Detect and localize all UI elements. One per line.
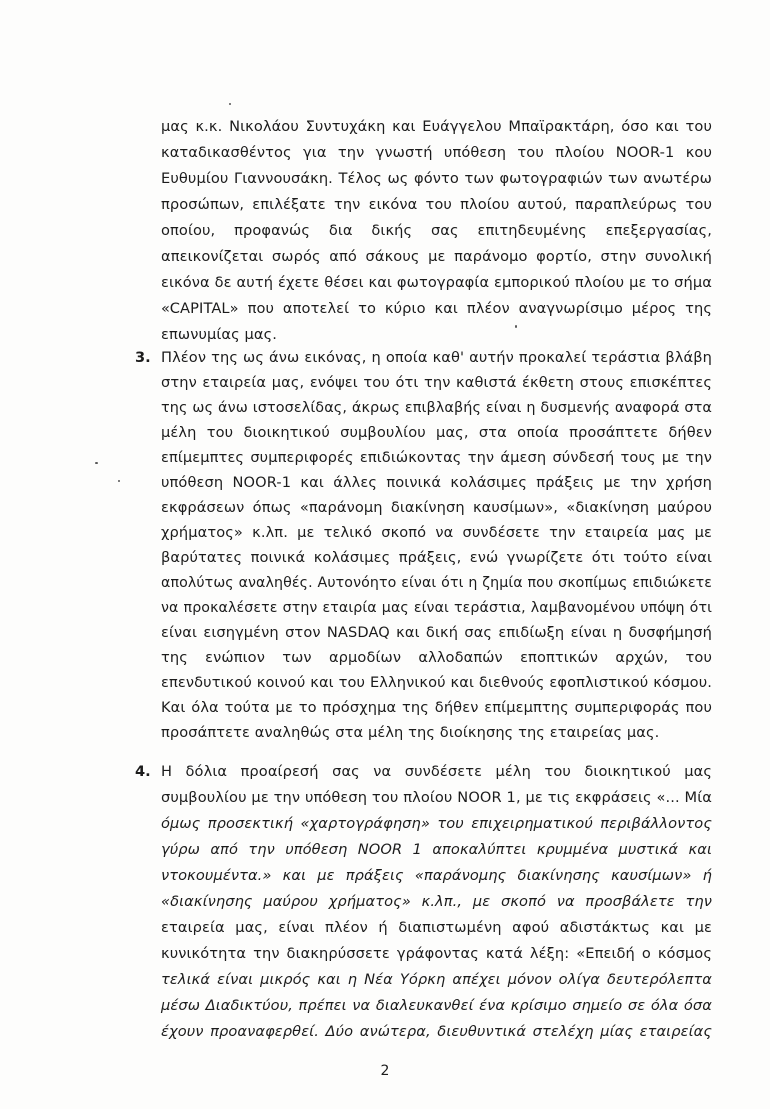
text-line: επωνυμίας μας. — [161, 326, 278, 343]
text-line: στην εταιρεία μας, ενόψει του ότι την καθιστά έκθετη στους επισκέπτες — [161, 374, 712, 391]
text-line: τελικά είναι μικρός και η Νέα Υόρκη απέχει μόνον ολίγα δευτερόλεπτα — [161, 971, 712, 988]
text-line: καταδικασθέντος για την γνωστή υπόθεση του πλοίου NOOR-1 κου — [161, 144, 712, 161]
text-line: εικόνα δε αυτή έχετε θέσει και φωτογραφία εμπορικού πλοίου με το σήμα — [161, 274, 712, 291]
text-line: επίμεμπτες συμπεριφορές επιδιώκοντας την άμεση σύνδεσή τους με την — [161, 449, 712, 466]
text-line: εταιρεία μας, είναι πλέον ή διαπιστωμένη αφού αδιστάκτως και με — [161, 919, 712, 936]
text-line: έχουν προαναφερθεί. Δύο ανώτερα, διευθυντικά στελέχη μίας εταιρείας — [161, 1023, 712, 1040]
text-line: «διακίνησης μαύρου χρήματος» κ.λπ., με σκοπό να προσβάλετε την — [161, 893, 712, 910]
page-number: 2 — [380, 1063, 390, 1079]
scan-speck — [118, 480, 120, 482]
paragraph-number: 3. — [135, 349, 151, 366]
text-line: οποίου, προφανώς δια δικής σας επιτηδευμένης επεξεργασίας, — [161, 222, 712, 239]
text-line: επενδυτικού κοινού και του Ελληνικού και διεθνούς εφοπλιστικού κόσμου. — [161, 674, 712, 691]
text-line: μέλη του διοικητικού συμβουλίου μας, στα οποία προσάπτετε δήθεν — [161, 424, 712, 441]
scan-speck — [95, 462, 98, 464]
text-line: κυνικότητα την διακηρύσσετε γράφοντας κατά λέξη: «Επειδή ο κόσμος — [161, 945, 712, 962]
text-line: απολύτως αναληθές. Αυτονόητο είναι ότι η ζημία που σκοπίμως επιδιώκετε — [161, 575, 712, 591]
text-line: της ενώπιον των αρμοδίων αλλοδαπών εποπτικών αρχών, του — [161, 649, 712, 666]
text-line: «CAPITAL» που αποτελεί το κύριο και πλέον αναγνωρίσιμο μέρος της — [161, 300, 712, 317]
text-line: Και όλα τούτα με το πρόσχημα της δήθεν επίμεμπτης συμπεριφοράς που — [161, 699, 712, 716]
text-line: γύρω από την υπόθεση NOOR 1 αποκαλύπτει κρυμμένα μυστικά και — [161, 841, 712, 858]
text-line: υπόθεση NOOR-1 και άλλες ποινικά κολάσιμες πράξεις με την χρήση — [161, 474, 712, 491]
text-line: Πλέον της ως άνω εικόνας, η οποία καθ' αυτήν προκαλεί τεράστια βλάβη — [161, 349, 712, 366]
text-line: εκφράσεων όπως «παράνομη διακίνηση καυσίμων», «διακίνηση μαύρου — [161, 499, 712, 516]
text-line: μας κ.κ. Νικολάου Συντυχάκη και Ευάγγελου Μπαϊρακτάρη, όσο και του — [161, 118, 712, 135]
text-line: βαρύτατες ποινικά κολάσιμες πράξεις, ενώ γνωρίζετε ότι τούτο είναι — [161, 549, 712, 566]
text-line: προσώπων, επιλέξατε την εικόνα του πλοίου αυτού, παραπλεύρως του — [161, 196, 712, 213]
text-line: να προκαλέσετε στην εταιρία μας είναι τεράστια, λαμβανομένου υπόψη ότι — [161, 600, 712, 616]
text-line: όμως προσεκτική «χαρτογράφηση» του επιχειρηματικού περιβάλλοντος — [161, 815, 712, 832]
text-line: Ευθυμίου Γιαννουσάκη. Τέλος ως φόντο των φωτογραφιών των ανωτέρω — [161, 170, 712, 187]
text-line: Η δόλια προαίρεσή σας να συνδέσετε μέλη του διοικητικού μας — [161, 763, 712, 780]
text-line: μέσω Διαδικτύου, πρέπει να διαλευκανθεί ένα κρίσιμο σημείο σε όλα όσα — [161, 997, 712, 1014]
text-line: χρήματος» κ.λπ. με τελικό σκοπό να συνδέσετε την εταιρεία μας με — [161, 524, 712, 541]
text-line: προσάπτετε αναληθώς στα μέλη της διοίκησης της εταιρείας μας. — [161, 724, 660, 741]
text-line: ντοκουμέντα.» και με πράξεις «παράνομης διακίνησης καυσίμων» ή — [161, 867, 712, 884]
paragraph-number: 4. — [135, 763, 151, 780]
text-line: απεικονίζεται σωρός από σάκους με παράνομο φορτίο, στην συνολική — [161, 248, 712, 265]
text-line: συμβουλίου με την υπόθεση του πλοίου NOOR 1, με τις εκφράσεις «... Μία — [161, 789, 712, 806]
text-line: της ως άνω ιστοσελίδας, άκρως επιβλαβής είναι η δυσμενής αναφορά στα — [161, 400, 712, 416]
scan-speck — [515, 325, 517, 328]
text-line: είναι εισηγμένη στον NASDAQ και δική σας επιδίωξη είναι η δυσφήμησή — [161, 624, 712, 641]
scan-speck — [229, 103, 231, 105]
